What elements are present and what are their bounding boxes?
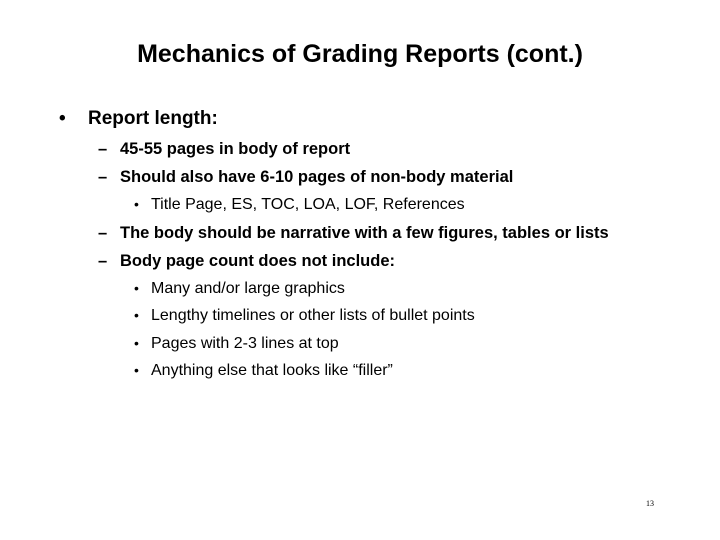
sub-bullet-body-pages [0, 135, 720, 163]
sub-sub-bullet-short-pages [0, 330, 720, 358]
sub-bullet-text: The body should be narrative with a few figures, tables or lists [120, 223, 609, 242]
sub-sub-bullet-text: Anything else that looks like “filler” [151, 362, 393, 380]
bullet-marker: • [134, 279, 139, 296]
sub-sub-bullet-text: Title Page, ES, TOC, LOA, LOF, References [151, 196, 465, 213]
sub-sub-bullet-text: Lengthy timelines or other lists of bullet points [151, 307, 475, 325]
bullet-marker: • [134, 362, 139, 379]
sub-bullet-non-body-material [0, 163, 720, 191]
bullet-text: Report length: [88, 108, 218, 129]
bullet-marker: • [59, 108, 66, 129]
slide-title: Mechanics of Grading Reports (cont.) [137, 40, 583, 68]
sub-bullet-text: Should also have 6-10 pages of non-body material [120, 168, 514, 186]
dash-marker: – [98, 251, 108, 270]
sub-sub-bullet-text: Pages with 2-3 lines at top [151, 334, 339, 352]
dash-marker: – [98, 140, 108, 158]
sub-sub-bullet-timelines [0, 302, 720, 330]
dash-marker: – [98, 168, 108, 186]
bullet-marker: • [134, 334, 139, 351]
bullet-report-length [0, 103, 720, 135]
page-number: 13 [646, 499, 654, 508]
sub-sub-bullet-text: Many and/or large graphics [151, 279, 345, 297]
sub-sub-bullet-front-matter [0, 191, 720, 219]
sub-sub-bullet-filler [0, 357, 720, 385]
sub-bullet-text: Body page count does not include: [120, 251, 396, 270]
sub-bullet-text: 45-55 pages in body of report [120, 140, 351, 158]
sub-bullet-narrative [0, 219, 720, 247]
sub-sub-bullet-graphics [0, 275, 720, 303]
bullet-marker: • [134, 307, 139, 324]
bullet-marker: • [134, 196, 139, 212]
sub-bullet-page-count-exclusions [0, 247, 720, 275]
bullet-list [0, 103, 720, 385]
dash-marker: – [98, 223, 108, 242]
